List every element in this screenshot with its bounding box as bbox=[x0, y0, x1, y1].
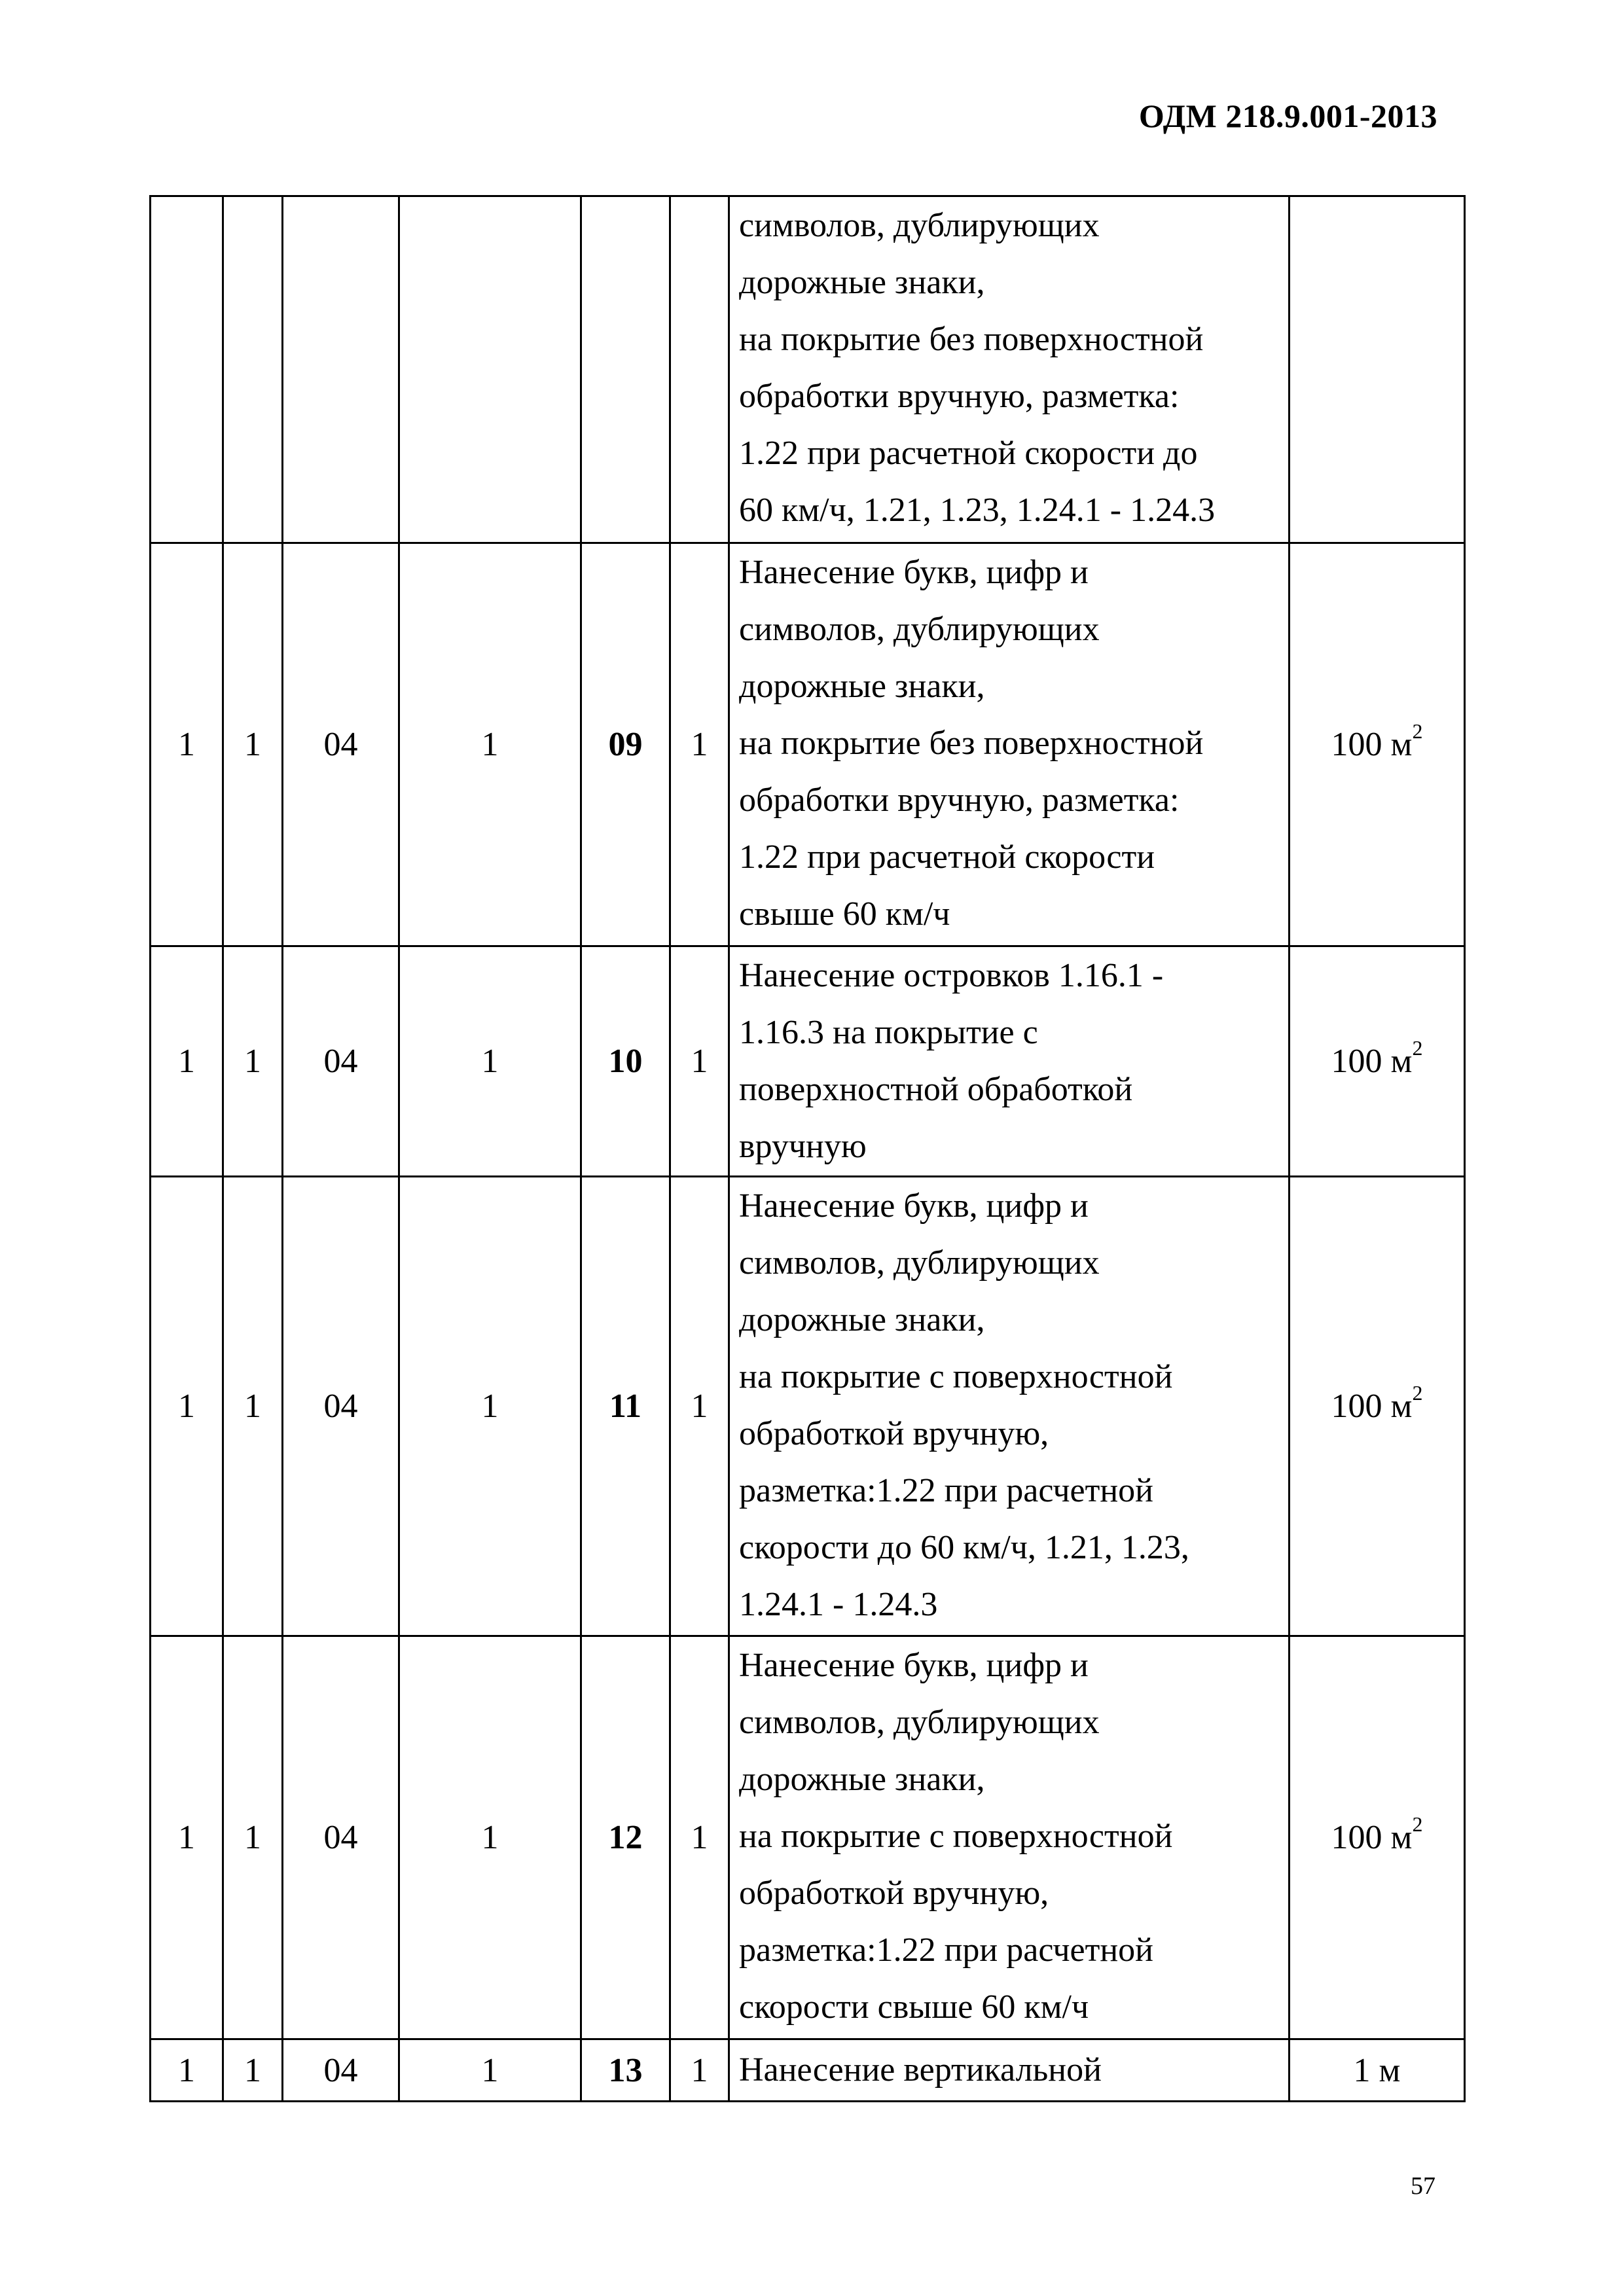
code-cell-4: 1 bbox=[399, 2039, 581, 2102]
description-line: дорожные знаки, bbox=[739, 668, 985, 705]
unit-cell bbox=[1290, 196, 1465, 543]
unit-superscript: 2 bbox=[1412, 719, 1423, 743]
code-cell-3: 04 bbox=[283, 946, 399, 1177]
code-cell-6: 1 bbox=[670, 1177, 729, 1636]
code-cell-1: 1 bbox=[151, 1177, 223, 1636]
code-cell-2 bbox=[223, 196, 283, 543]
table-row bbox=[151, 946, 1465, 1177]
table-row bbox=[151, 1177, 1465, 1636]
description-line: на покрытие с поверхностной bbox=[739, 1818, 1173, 1855]
description-cell bbox=[729, 2039, 1290, 2102]
description-line: свыше 60 км/ч bbox=[739, 895, 950, 933]
code-cell-5 bbox=[581, 196, 670, 543]
code-cell-1: 1 bbox=[151, 1636, 223, 2039]
unit-text: 1 м bbox=[1353, 2051, 1401, 2089]
description-line: на покрытие без поверхностной bbox=[739, 725, 1204, 762]
description-line: обработкой вручную, bbox=[739, 1874, 1049, 1912]
description-cell bbox=[729, 196, 1290, 543]
unit-text: 100 м bbox=[1331, 1043, 1413, 1080]
code-cell-3: 04 bbox=[283, 1636, 399, 2039]
code-cell-1: 1 bbox=[151, 946, 223, 1177]
description-line: Нанесение букв, цифр и bbox=[739, 554, 1089, 591]
description-line: символов, дублирующих bbox=[739, 1244, 1100, 1282]
description-line: 1.24.1 - 1.24.3 bbox=[739, 1586, 938, 1623]
description-line: 1.22 при расчетной скорости до bbox=[739, 435, 1198, 472]
code-cell-2: 1 bbox=[223, 1636, 283, 2039]
description-line: символов, дублирующих bbox=[739, 611, 1100, 648]
code-cell-3: 04 bbox=[283, 543, 399, 946]
unit-superscript: 2 bbox=[1412, 1036, 1423, 1060]
description-cell bbox=[729, 543, 1290, 946]
code-cell-1: 1 bbox=[151, 2039, 223, 2102]
code-cell-4: 1 bbox=[399, 1177, 581, 1636]
code-cell-6: 1 bbox=[670, 543, 729, 946]
code-cell-5: 11 bbox=[581, 1177, 670, 1636]
description-line: скорости до 60 км/ч, 1.21, 1.23, bbox=[739, 1529, 1189, 1566]
description-cell bbox=[729, 1177, 1290, 1636]
description-line: Нанесение вертикальной bbox=[739, 2051, 1102, 2089]
description-line: вручную bbox=[739, 1128, 867, 1165]
table-row bbox=[151, 1636, 1465, 2039]
table-body bbox=[151, 196, 1465, 2102]
code-cell-6: 1 bbox=[670, 1636, 729, 2039]
code-cell-5: 10 bbox=[581, 946, 670, 1177]
code-cell-1: 1 bbox=[151, 543, 223, 946]
description-line: символов, дублирующих bbox=[739, 1704, 1100, 1741]
page-number: 57 bbox=[1411, 2172, 1435, 2200]
code-cell-2: 1 bbox=[223, 1177, 283, 1636]
code-cell-6 bbox=[670, 196, 729, 543]
description-line: символов, дублирующих bbox=[739, 207, 1100, 244]
unit-superscript: 2 bbox=[1412, 1812, 1423, 1836]
description-line: поверхностной обработкой bbox=[739, 1071, 1133, 1108]
description-line: обработкой вручную, bbox=[739, 1415, 1049, 1452]
description-line: 1.22 при расчетной скорости bbox=[739, 838, 1155, 876]
description-line: дорожные знаки, bbox=[739, 1761, 985, 1798]
unit-cell bbox=[1290, 1177, 1465, 1636]
description-line: дорожные знаки, bbox=[739, 1301, 985, 1338]
description-line: 1.16.3 на покрытие с bbox=[739, 1014, 1038, 1051]
description-line: Нанесение букв, цифр и bbox=[739, 1187, 1089, 1225]
description-line: разметка:1.22 при расчетной bbox=[739, 1931, 1153, 1969]
code-cell-4: 1 bbox=[399, 1636, 581, 2039]
description-line: на покрытие с поверхностной bbox=[739, 1358, 1173, 1395]
description-line: Нанесение букв, цифр и bbox=[739, 1647, 1089, 1684]
description-line: обработки вручную, разметка: bbox=[739, 781, 1180, 819]
code-cell-1 bbox=[151, 196, 223, 543]
table-row bbox=[151, 2039, 1465, 2102]
table-row bbox=[151, 543, 1465, 946]
code-cell-4: 1 bbox=[399, 543, 581, 946]
description-line: Нанесение островков 1.16.1 - bbox=[739, 957, 1164, 994]
code-cell-3 bbox=[283, 196, 399, 543]
code-cell-3: 04 bbox=[283, 2039, 399, 2102]
unit-cell bbox=[1290, 543, 1465, 946]
code-cell-6: 1 bbox=[670, 946, 729, 1177]
unit-cell bbox=[1290, 946, 1465, 1177]
table-row bbox=[151, 196, 1465, 543]
classification-table bbox=[149, 195, 1466, 2102]
description-cell bbox=[729, 1636, 1290, 2039]
code-cell-2: 1 bbox=[223, 2039, 283, 2102]
description-line: на покрытие без поверхностной bbox=[739, 321, 1204, 358]
description-line: обработки вручную, разметка: bbox=[739, 378, 1180, 415]
code-cell-2: 1 bbox=[223, 946, 283, 1177]
code-cell-2: 1 bbox=[223, 543, 283, 946]
code-cell-6: 1 bbox=[670, 2039, 729, 2102]
code-cell-3: 04 bbox=[283, 1177, 399, 1636]
unit-text: 100 м bbox=[1331, 1388, 1413, 1425]
description-cell bbox=[729, 946, 1290, 1177]
code-cell-5: 12 bbox=[581, 1636, 670, 2039]
unit-superscript: 2 bbox=[1412, 1381, 1423, 1405]
code-cell-5: 09 bbox=[581, 543, 670, 946]
unit-text: 100 м bbox=[1331, 1819, 1413, 1856]
description-line: 60 км/ч, 1.21, 1.23, 1.24.1 - 1.24.3 bbox=[739, 492, 1216, 529]
description-line: дорожные знаки, bbox=[739, 264, 985, 301]
code-cell-4 bbox=[399, 196, 581, 543]
description-line: разметка:1.22 при расчетной bbox=[739, 1472, 1153, 1509]
document-code: ОДМ 218.9.001-2013 bbox=[1138, 98, 1437, 134]
code-cell-5: 13 bbox=[581, 2039, 670, 2102]
unit-cell bbox=[1290, 2039, 1465, 2102]
code-cell-4: 1 bbox=[399, 946, 581, 1177]
description-line: скорости свыше 60 км/ч bbox=[739, 1988, 1089, 2026]
unit-cell bbox=[1290, 1636, 1465, 2039]
unit-text: 100 м bbox=[1331, 726, 1413, 763]
